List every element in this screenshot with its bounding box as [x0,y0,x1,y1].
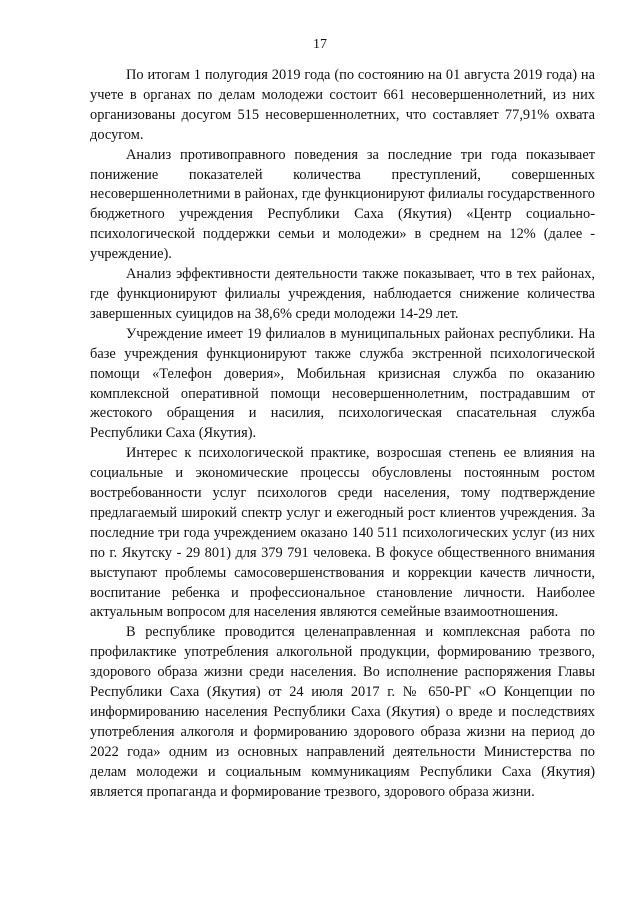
body-text [90,66,595,803]
paragraph-sober-lifestyle: В республике проводится целенаправленная и комплексная работа по профилактике употребления алкогольной продукции, формированию трезвого, здорового образа жизни среди населения. Во исполнение распоряжения Главы Республики Саха (Якутия) от 24 июля 2017 г. № 650-РГ «О Концепции по информированию населения Республики Саха (Якутия) о вреде и последствиях употребления алкоголя и формированию здорового образа жизни на период до 2022 года» одним из основных направлений деятельности Министерства по делам молодежи и социальным коммуникациям Республики Саха (Якутия) является пропаганда и формирование трезвого, здорового образа жизни. [90,624,595,800]
paragraph-offense-analysis: Анализ противоправного поведения за последние три года показывает понижение показателей количества преступлений, совершенных несовершеннолетними в районах, где функционируют филиалы государственного бюджетного учреждения Республики Саха (Якутия) «Центр социально-психологической поддержки семьи и молодежи» в среднем на 12% (далее - учреждение). [90,146,595,263]
paragraph-suicide-reduction: Анализ эффективности деятельности также показывает, что в тех районах, где функционируют филиалы учреждения, наблюдается снижение количества завершенных суицидов на 38,6% среди молодежи 14-29 лет. [90,266,595,322]
paragraph-psychological-practice: Интерес к психологической практике, возросшая степень ее влияния на социальные и экономические процессы обусловлены постоянным ростом востребованности услуг психологов среди населения, тому подтверждение предлагаемый широкий спектр услуг и ежегодный рост клиентов учреждения. За последние три года учреждением оказано 140 511 психологических услуг (из них по г. Якутску - 29 801) для 379 791 человека. В фокусе общественного внимания выступают проблемы самосовершенствования и коррекции качеств личности, воспитание ребенка и профессиональное становление личности. Наиболее актуальным вопросом для населения являются семейные взаимоотношения. [90,445,595,621]
paragraph-branches-services: Учреждение имеет 19 филиалов в муниципальных районах республики. На базе учреждения функционируют также служба экстренной психологической помощи «Телефон доверия», Мобильная кризисная служба по оказанию комплексной оперативной помощи несовершеннолетним, пострадавшим от жестокого обращения и насилия, психологическая спасательная служба Республики Саха (Якутия). [90,325,595,442]
paragraph-leisure-coverage: По итогам 1 полугодия 2019 года (по состоянию на 01 августа 2019 года) на учете в органах по делам молодежи состоит 661 несовершеннолетний, из них организованы досугом 515 несовершеннолетних, что составляет 77,91% охвата досугом. [90,67,595,143]
page-number: 17 [313,37,327,52]
